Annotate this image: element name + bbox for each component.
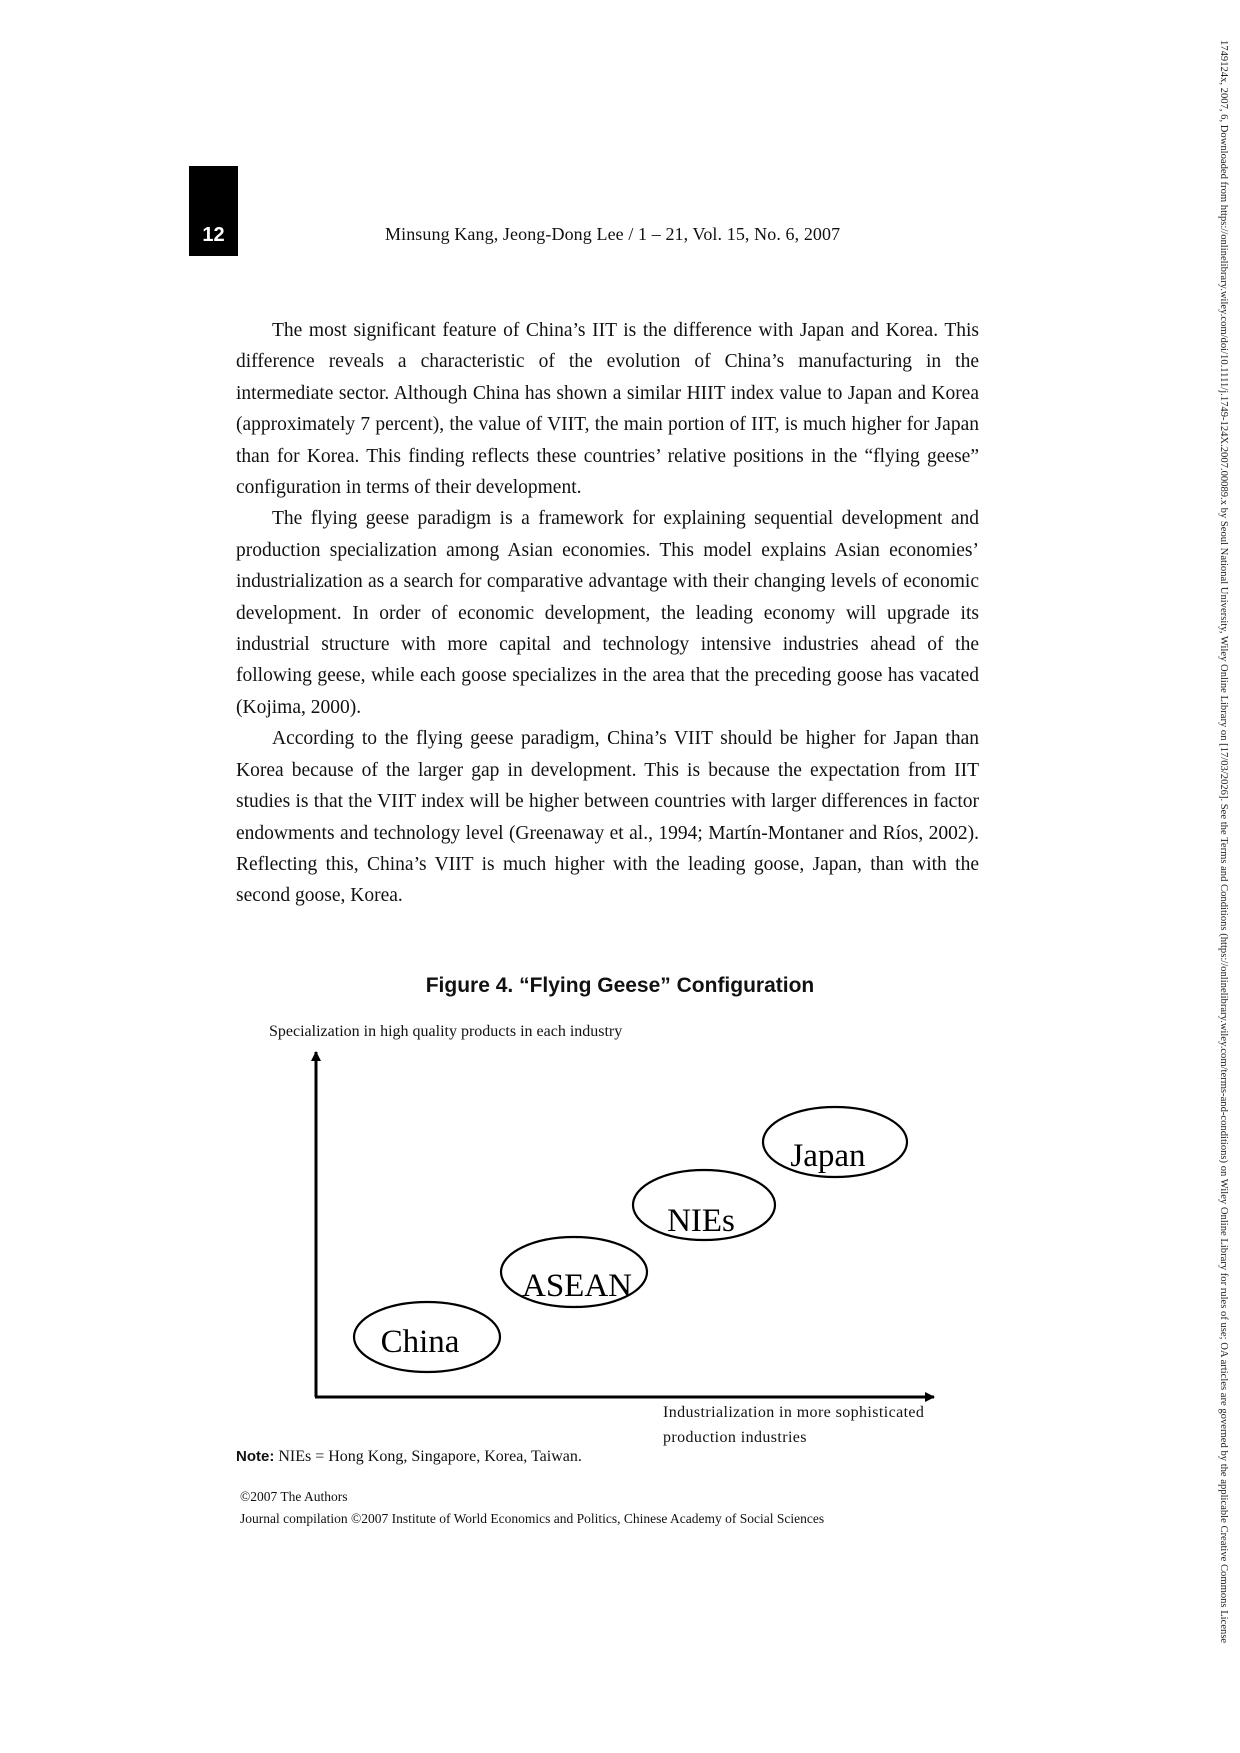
copyright-line-2: Journal compilation ©2007 Institute of World Economics and Politics, Chinese Academy of Social Sciences [240,1511,825,1526]
paragraph: The flying geese paradigm is a framework for explaining sequential development and production specialization among Asian economies. This model explains Asian economies’ industrialization as a search for comparative advantage with their changing levels of economic development. In order of economic development, the leading economy will upgrade its industrial structure with more capital and technology intensive industries ahead of the following geese, while each goose specializes in the area that the preceding goose has vacated (Kojima, 2000). [236,508,979,718]
node-china-label: China [380,1324,460,1360]
node-asean-label: ASEAN [521,1268,633,1304]
copyright-footer [240,1486,824,1530]
node-nies-label: NIEs [667,1203,735,1239]
y-axis-label: Specialization in high quality products in each industry [269,1023,623,1040]
x-axis-label-line2: production industries [663,1429,807,1446]
figure-title: Figure 4. “Flying Geese” Configuration [425,974,815,997]
running-head: Minsung Kang, Jeong-Dong Lee / 1 – 21, Vol. 15, No. 6, 2007 [385,224,841,244]
paragraph: The most significant feature of China’s IIT is the difference with Japan and Korea. This difference reveals a characteristic of the evolution of China’s manufacturing in the intermediate sector. Although China has shown a similar HIIT index value to Japan and Korea (approximately 7 percent), the value of VIIT, the main portion of IIT, is much higher for Japan than for Korea. This finding reflects these countries’ relative positions in the “flying geese” configuration in terms of their development. [236,320,979,499]
x-axis-label-line1: Industrialization in more sophisticated [663,1404,925,1421]
node-japan-label: Japan [790,1138,866,1174]
note-text: NIEs = Hong Kong, Singapore, Korea, Taiwan. [278,1448,582,1465]
download-side-note: 1749124x, 2007, 6, Downloaded from https://onlinelibrary.wiley.com/doi/10.1111/j.1749-124X.2007.00089.x by Seoul National University, Wiley Online Library on [17/03/2026]. See the Terms and Conditions (https://onlinelibrary.wiley.com/terms-and-conditions) on Wiley Online Library for rules of use; OA articles are governed by the applicable Creative Commons License [1218,40,1229,1644]
page-number: 12 [202,224,225,246]
paragraph: According to the flying geese paradigm, China’s VIIT should be higher for Japan than Korea because of the larger gap in development. This is because the expectation from IIT studies is that the VIIT index will be higher between countries with larger differences in factor endowments and technology level (Greenaway et al., 1994; Martín-Montaner and Ríos, 2002). Reflecting this, China’s VIIT is much higher with the leading goose, Japan, than with the second goose, Korea. [236,728,979,907]
copyright-line-1: ©2007 The Authors [240,1489,348,1504]
figure-note [236,1448,582,1466]
x-axis-label [663,1400,924,1450]
note-label: Note: [236,1448,275,1465]
